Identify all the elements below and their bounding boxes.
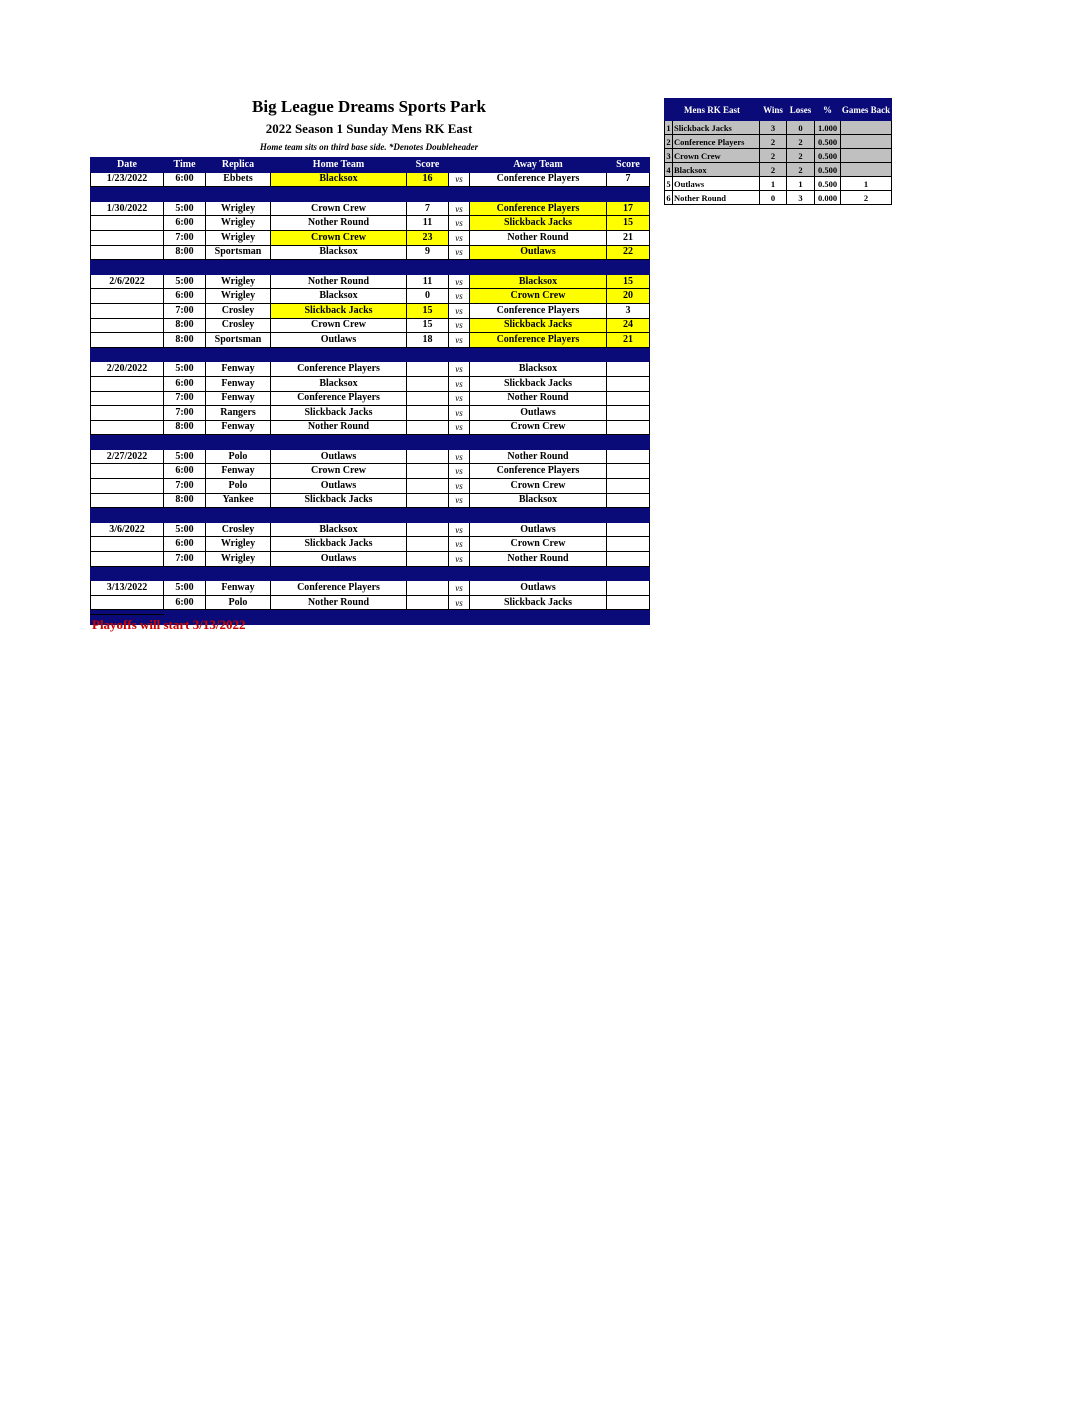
- schedule-home-score-cell: 23: [407, 230, 449, 245]
- schedule-vs-cell: vs: [449, 449, 470, 464]
- table-row: [91, 464, 650, 479]
- schedule-away-score-cell: 21: [607, 333, 650, 348]
- schedule-date-cell: 3/6/2022: [91, 522, 164, 537]
- standings-wins-cell: 2: [760, 135, 787, 149]
- schedule-time-cell: 8:00: [164, 333, 206, 348]
- schedule-home-team-cell: Blacksox: [271, 245, 407, 260]
- schedule-time-cell: 8:00: [164, 420, 206, 435]
- schedule-replica-cell: Wrigley: [206, 537, 271, 552]
- schedule-date-cell: 1/23/2022: [91, 172, 164, 187]
- schedule-away-score-cell: [607, 493, 650, 508]
- schedule-home-team-cell: Outlaws: [271, 333, 407, 348]
- schedule-home-team-cell: Nother Round: [271, 274, 407, 289]
- standings-team-cell: Conference Players: [673, 135, 760, 149]
- standings-wins-cell: 3: [760, 121, 787, 135]
- schedule-home-score-cell: [407, 552, 449, 567]
- schedule-away-team-cell: Slickback Jacks: [470, 595, 607, 610]
- schedule-time-cell: 5:00: [164, 274, 206, 289]
- table-row: [91, 245, 650, 260]
- week-separator: [91, 566, 650, 581]
- schedule-home-team-cell: Blacksox: [271, 376, 407, 391]
- col-away-team-header: Away Team: [470, 158, 607, 173]
- schedule-home-score-cell: 15: [407, 318, 449, 333]
- schedule-time-cell: 8:00: [164, 493, 206, 508]
- standings-loses-cell: 2: [787, 149, 815, 163]
- schedule-home-team-cell: Slickback Jacks: [271, 493, 407, 508]
- schedule-header-row: [91, 158, 650, 173]
- week-separator: [91, 508, 650, 523]
- schedule-date-cell: 2/20/2022: [91, 362, 164, 377]
- schedule-time-cell: 6:00: [164, 464, 206, 479]
- schedule-away-team-cell: Nother Round: [470, 230, 607, 245]
- schedule-time-cell: 5:00: [164, 201, 206, 216]
- schedule-away-score-cell: [607, 391, 650, 406]
- schedule-replica-cell: Fenway: [206, 464, 271, 479]
- standings-pct-cell: 0.500: [815, 149, 841, 163]
- schedule-vs-cell: vs: [449, 303, 470, 318]
- page-subtitle: 2022 Season 1 Sunday Mens RK East: [265, 121, 473, 136]
- schedule-away-team-cell: Conference Players: [470, 172, 607, 187]
- standings-games-back-cell: [841, 163, 892, 177]
- table-row: [91, 420, 650, 435]
- schedule-vs-cell: vs: [449, 537, 470, 552]
- schedule-home-score-cell: 0: [407, 289, 449, 304]
- schedule-away-score-cell: 3: [607, 303, 650, 318]
- schedule-time-cell: 7:00: [164, 230, 206, 245]
- schedule-away-score-cell: 7: [607, 172, 650, 187]
- standings-wins-cell: 2: [760, 163, 787, 177]
- schedule-home-team-cell: Blacksox: [271, 522, 407, 537]
- schedule-away-team-cell: Slickback Jacks: [470, 318, 607, 333]
- standings-loses-cell: 3: [787, 191, 815, 205]
- schedule-home-score-cell: [407, 595, 449, 610]
- schedule-replica-cell: Wrigley: [206, 552, 271, 567]
- schedule-away-score-cell: [607, 552, 650, 567]
- schedule-replica-cell: Wrigley: [206, 216, 271, 231]
- schedule-home-score-cell: [407, 581, 449, 596]
- schedule-away-team-cell: Nother Round: [470, 391, 607, 406]
- schedule-time-cell: 7:00: [164, 303, 206, 318]
- col-vs-header: [449, 158, 470, 173]
- standings-rank-cell: 4: [666, 164, 671, 175]
- schedule-home-team-cell: Slickback Jacks: [271, 406, 407, 421]
- schedule-away-score-cell: [607, 537, 650, 552]
- schedule-away-score-cell: 15: [607, 274, 650, 289]
- schedule-home-score-cell: [407, 391, 449, 406]
- standings-wins-cell: 1: [760, 177, 787, 191]
- schedule-away-score-cell: 15: [607, 216, 650, 231]
- schedule-away-team-cell: Crown Crew: [470, 289, 607, 304]
- week-separator: [91, 187, 650, 202]
- schedule-away-team-cell: Outlaws: [470, 522, 607, 537]
- week-separator: [91, 435, 650, 450]
- standings-loses-cell: 2: [787, 135, 815, 149]
- schedule-vs-cell: vs: [449, 552, 470, 567]
- schedule-home-team-cell: Blacksox: [271, 289, 407, 304]
- schedule-home-score-cell: [407, 537, 449, 552]
- standings-pct-cell: 0.500: [815, 177, 841, 191]
- table-row: [91, 537, 650, 552]
- schedule-home-score-cell: 9: [407, 245, 449, 260]
- schedule-home-team-cell: Conference Players: [271, 581, 407, 596]
- schedule-table: [90, 157, 650, 625]
- standings-team-cell: Crown Crew: [673, 149, 760, 163]
- week-separator: [91, 347, 650, 362]
- standings-games-back-cell: [841, 149, 892, 163]
- schedule-time-cell: 7:00: [164, 406, 206, 421]
- schedule-replica-cell: Ebbets: [206, 172, 271, 187]
- standings-loses-cell: 1: [787, 177, 815, 191]
- schedule-date-cell: [91, 245, 164, 260]
- schedule-date-cell: [91, 303, 164, 318]
- schedule-away-team-cell: Outlaws: [470, 406, 607, 421]
- table-row: [91, 595, 650, 610]
- schedule-home-team-cell: Outlaws: [271, 479, 407, 494]
- page-title: Big League Dreams Sports Park: [252, 97, 486, 116]
- schedule-home-team-cell: Nother Round: [271, 595, 407, 610]
- schedule-home-score-cell: 7: [407, 201, 449, 216]
- schedule-date-cell: [91, 537, 164, 552]
- schedule-date-cell: [91, 595, 164, 610]
- schedule-date-cell: [91, 479, 164, 494]
- schedule-away-team-cell: Blacksox: [470, 362, 607, 377]
- standings-pct-header: %: [815, 99, 841, 121]
- schedule-home-score-cell: 15: [407, 303, 449, 318]
- week-separator-row: [91, 187, 650, 202]
- schedule-replica-cell: Sportsman: [206, 333, 271, 348]
- schedule-vs-cell: vs: [449, 581, 470, 596]
- schedule-home-team-cell: Conference Players: [271, 362, 407, 377]
- standings-wins-cell: 2: [760, 149, 787, 163]
- table-row: [91, 201, 650, 216]
- schedule-date-cell: [91, 493, 164, 508]
- schedule-away-team-cell: Crown Crew: [470, 537, 607, 552]
- schedule-replica-cell: Polo: [206, 479, 271, 494]
- table-row: [91, 391, 650, 406]
- schedule-vs-cell: vs: [449, 595, 470, 610]
- schedule-time-cell: 8:00: [164, 245, 206, 260]
- schedule-home-team-cell: Crown Crew: [271, 201, 407, 216]
- schedule-away-team-cell: Crown Crew: [470, 420, 607, 435]
- schedule-away-team-cell: Conference Players: [470, 333, 607, 348]
- schedule-date-cell: [91, 552, 164, 567]
- standings-rank-cell: 5: [666, 178, 671, 189]
- standings-wins-header: Wins: [760, 99, 787, 121]
- schedule-replica-cell: Fenway: [206, 391, 271, 406]
- schedule-home-team-cell: Outlaws: [271, 449, 407, 464]
- schedule-home-team-cell: Crown Crew: [271, 464, 407, 479]
- schedule-vs-cell: vs: [449, 318, 470, 333]
- schedule-home-score-cell: 18: [407, 333, 449, 348]
- schedule-time-cell: 7:00: [164, 391, 206, 406]
- schedule-vs-cell: vs: [449, 172, 470, 187]
- standings-rank-cell: 6: [666, 192, 671, 203]
- schedule-home-score-cell: [407, 464, 449, 479]
- schedule-date-cell: [91, 376, 164, 391]
- schedule-home-score-cell: [407, 406, 449, 421]
- schedule-away-score-cell: [607, 581, 650, 596]
- schedule-date-cell: [91, 318, 164, 333]
- schedule-time-cell: 6:00: [164, 595, 206, 610]
- col-date-header: Date: [91, 158, 164, 173]
- schedule-home-team-cell: Nother Round: [271, 420, 407, 435]
- schedule-home-team-cell: Slickback Jacks: [271, 303, 407, 318]
- week-separator-row: [91, 508, 650, 523]
- schedule-vs-cell: vs: [449, 464, 470, 479]
- standings-division-header: Mens RK East: [665, 99, 760, 121]
- schedule-home-score-cell: [407, 493, 449, 508]
- schedule-date-cell: [91, 230, 164, 245]
- schedule-away-team-cell: Nother Round: [470, 552, 607, 567]
- schedule-replica-cell: Crosley: [206, 522, 271, 537]
- standings-loses-cell: 0: [787, 121, 815, 135]
- schedule-time-cell: 6:00: [164, 172, 206, 187]
- schedule-date-cell: [91, 406, 164, 421]
- schedule-away-score-cell: [607, 522, 650, 537]
- standings-pct-cell: 0.500: [815, 163, 841, 177]
- schedule-away-score-cell: [607, 406, 650, 421]
- col-time-header: Time: [164, 158, 206, 173]
- schedule-away-score-cell: 22: [607, 245, 650, 260]
- table-row: [91, 318, 650, 333]
- standings-rank-cell: 3: [666, 150, 671, 161]
- schedule-date-cell: [91, 216, 164, 231]
- standings-team-cell: Blacksox: [673, 163, 760, 177]
- schedule-replica-cell: Wrigley: [206, 201, 271, 216]
- schedule-away-team-cell: Conference Players: [470, 464, 607, 479]
- schedule-away-score-cell: [607, 362, 650, 377]
- schedule-replica-cell: Polo: [206, 449, 271, 464]
- schedule-time-cell: 6:00: [164, 216, 206, 231]
- schedule-vs-cell: vs: [449, 376, 470, 391]
- week-separator-row: [91, 435, 650, 450]
- schedule-date-cell: 2/27/2022: [91, 449, 164, 464]
- table-row: [91, 333, 650, 348]
- schedule-away-score-cell: [607, 376, 650, 391]
- col-replica-header: Replica: [206, 158, 271, 173]
- col-home-team-header: Home Team: [271, 158, 407, 173]
- schedule-home-score-cell: [407, 449, 449, 464]
- schedule-replica-cell: Yankee: [206, 493, 271, 508]
- schedule-vs-cell: vs: [449, 201, 470, 216]
- schedule-replica-cell: Fenway: [206, 376, 271, 391]
- week-separator: [91, 260, 650, 275]
- schedule-body: [91, 172, 650, 624]
- schedule-replica-cell: Crosley: [206, 303, 271, 318]
- standings-team-cell: Nother Round: [673, 191, 760, 205]
- schedule-away-team-cell: Conference Players: [470, 303, 607, 318]
- standings-rank-cell: 1: [666, 122, 671, 133]
- standings-row: [665, 135, 892, 149]
- schedule-home-team-cell: Slickback Jacks: [271, 537, 407, 552]
- standings-body: [665, 121, 892, 205]
- week-separator-row: [91, 566, 650, 581]
- schedule-away-score-cell: [607, 464, 650, 479]
- standings-pct-cell: 1.000: [815, 121, 841, 135]
- schedule-note: Home team sits on third base side. *Denotes Doubleheader: [259, 142, 479, 152]
- schedule-vs-cell: vs: [449, 230, 470, 245]
- schedule-time-cell: 6:00: [164, 537, 206, 552]
- standings-row: [665, 121, 892, 135]
- standings-team-cell: Outlaws: [673, 177, 760, 191]
- schedule-time-cell: 8:00: [164, 318, 206, 333]
- schedule-vs-cell: vs: [449, 362, 470, 377]
- standings-row: [665, 177, 892, 191]
- schedule-replica-cell: Fenway: [206, 420, 271, 435]
- schedule-time-cell: 5:00: [164, 522, 206, 537]
- table-row: [91, 522, 650, 537]
- schedule-replica-cell: Sportsman: [206, 245, 271, 260]
- standings-row: [665, 149, 892, 163]
- schedule-date-cell: [91, 464, 164, 479]
- schedule-home-score-cell: 11: [407, 274, 449, 289]
- schedule-home-score-cell: 11: [407, 216, 449, 231]
- schedule-time-cell: 5:00: [164, 362, 206, 377]
- schedule-date-cell: [91, 420, 164, 435]
- schedule-replica-cell: Fenway: [206, 581, 271, 596]
- table-row: [91, 406, 650, 421]
- schedule-date-cell: 3/13/2022: [91, 581, 164, 596]
- table-row: [91, 289, 650, 304]
- schedule-vs-cell: vs: [449, 406, 470, 421]
- schedule-vs-cell: vs: [449, 274, 470, 289]
- table-row: [91, 479, 650, 494]
- table-row: [91, 172, 650, 187]
- schedule-home-team-cell: Outlaws: [271, 552, 407, 567]
- schedule-date-cell: 2/6/2022: [91, 274, 164, 289]
- week-separator-row: [91, 260, 650, 275]
- schedule-away-team-cell: Blacksox: [470, 274, 607, 289]
- schedule-away-score-cell: 21: [607, 230, 650, 245]
- standings-games-back-cell: 1: [841, 177, 892, 191]
- schedule-away-team-cell: Blacksox: [470, 493, 607, 508]
- standings-games-back-cell: 2: [841, 191, 892, 205]
- schedule-away-team-cell: Nother Round: [470, 449, 607, 464]
- schedule-replica-cell: Wrigley: [206, 274, 271, 289]
- standings-pct-cell: 0.500: [815, 135, 841, 149]
- table-row: [91, 581, 650, 596]
- schedule-home-score-cell: 16: [407, 172, 449, 187]
- table-row: [91, 303, 650, 318]
- col-home-score-header: Score: [407, 158, 449, 173]
- schedule-vs-cell: vs: [449, 391, 470, 406]
- schedule-away-score-cell: [607, 449, 650, 464]
- schedule-away-team-cell: Conference Players: [470, 201, 607, 216]
- table-row: [91, 230, 650, 245]
- schedule-vs-cell: vs: [449, 245, 470, 260]
- schedule-date-cell: [91, 391, 164, 406]
- schedule-away-team-cell: Slickback Jacks: [470, 376, 607, 391]
- table-row: [91, 274, 650, 289]
- schedule-vs-cell: vs: [449, 479, 470, 494]
- standings-header-row: [665, 99, 892, 121]
- schedule-date-cell: 1/30/2022: [91, 201, 164, 216]
- schedule-away-team-cell: Slickback Jacks: [470, 216, 607, 231]
- schedule-home-team-cell: Crown Crew: [271, 318, 407, 333]
- schedule-home-score-cell: [407, 420, 449, 435]
- schedule-time-cell: 7:00: [164, 479, 206, 494]
- schedule-away-score-cell: [607, 595, 650, 610]
- schedule-home-team-cell: Conference Players: [271, 391, 407, 406]
- schedule-home-score-cell: [407, 362, 449, 377]
- schedule-replica-cell: Crosley: [206, 318, 271, 333]
- playoffs-note: Playoffs will start 3/13/2022: [92, 617, 246, 632]
- schedule-away-score-cell: 20: [607, 289, 650, 304]
- week-separator-row: [91, 347, 650, 362]
- schedule-time-cell: 7:00: [164, 552, 206, 567]
- schedule-vs-cell: vs: [449, 420, 470, 435]
- col-away-score-header: Score: [607, 158, 650, 173]
- schedule-vs-cell: vs: [449, 333, 470, 348]
- schedule-away-score-cell: 17: [607, 201, 650, 216]
- footer-divider: [90, 614, 164, 615]
- schedule-date-cell: [91, 333, 164, 348]
- standings-row: [665, 163, 892, 177]
- schedule-replica-cell: Rangers: [206, 406, 271, 421]
- schedule-vs-cell: vs: [449, 493, 470, 508]
- schedule-vs-cell: vs: [449, 522, 470, 537]
- table-row: [91, 552, 650, 567]
- schedule-away-score-cell: 24: [607, 318, 650, 333]
- schedule-replica-cell: Polo: [206, 595, 271, 610]
- schedule-time-cell: 5:00: [164, 449, 206, 464]
- standings-wins-cell: 0: [760, 191, 787, 205]
- schedule-date-cell: [91, 289, 164, 304]
- schedule-home-team-cell: Nother Round: [271, 216, 407, 231]
- schedule-vs-cell: vs: [449, 289, 470, 304]
- standings-rank-cell: 2: [666, 136, 671, 147]
- schedule-away-team-cell: Outlaws: [470, 581, 607, 596]
- standings-team-cell: Slickback Jacks: [673, 121, 760, 135]
- standings-loses-cell: 2: [787, 163, 815, 177]
- schedule-replica-cell: Wrigley: [206, 289, 271, 304]
- schedule-home-score-cell: [407, 522, 449, 537]
- standings-loses-header: Loses: [787, 99, 815, 121]
- standings-games-back-cell: [841, 121, 892, 135]
- schedule-vs-cell: vs: [449, 216, 470, 231]
- schedule-away-team-cell: Outlaws: [470, 245, 607, 260]
- table-row: [91, 449, 650, 464]
- standings-games-back-header: Games Back: [841, 99, 892, 121]
- schedule-time-cell: 6:00: [164, 289, 206, 304]
- standings-row: [665, 191, 892, 205]
- schedule-time-cell: 5:00: [164, 581, 206, 596]
- table-row: [91, 216, 650, 231]
- standings-pct-cell: 0.000: [815, 191, 841, 205]
- schedule-replica-cell: Fenway: [206, 362, 271, 377]
- table-row: [91, 376, 650, 391]
- table-row: [91, 362, 650, 377]
- standings-table: [664, 98, 892, 205]
- schedule-away-score-cell: [607, 479, 650, 494]
- schedule-away-score-cell: [607, 420, 650, 435]
- schedule-home-score-cell: [407, 479, 449, 494]
- schedule-home-team-cell: Blacksox: [271, 172, 407, 187]
- table-row: [91, 493, 650, 508]
- standings-games-back-cell: [841, 135, 892, 149]
- schedule-away-team-cell: Crown Crew: [470, 479, 607, 494]
- schedule-home-team-cell: Crown Crew: [271, 230, 407, 245]
- schedule-replica-cell: Wrigley: [206, 230, 271, 245]
- schedule-home-score-cell: [407, 376, 449, 391]
- schedule-time-cell: 6:00: [164, 376, 206, 391]
